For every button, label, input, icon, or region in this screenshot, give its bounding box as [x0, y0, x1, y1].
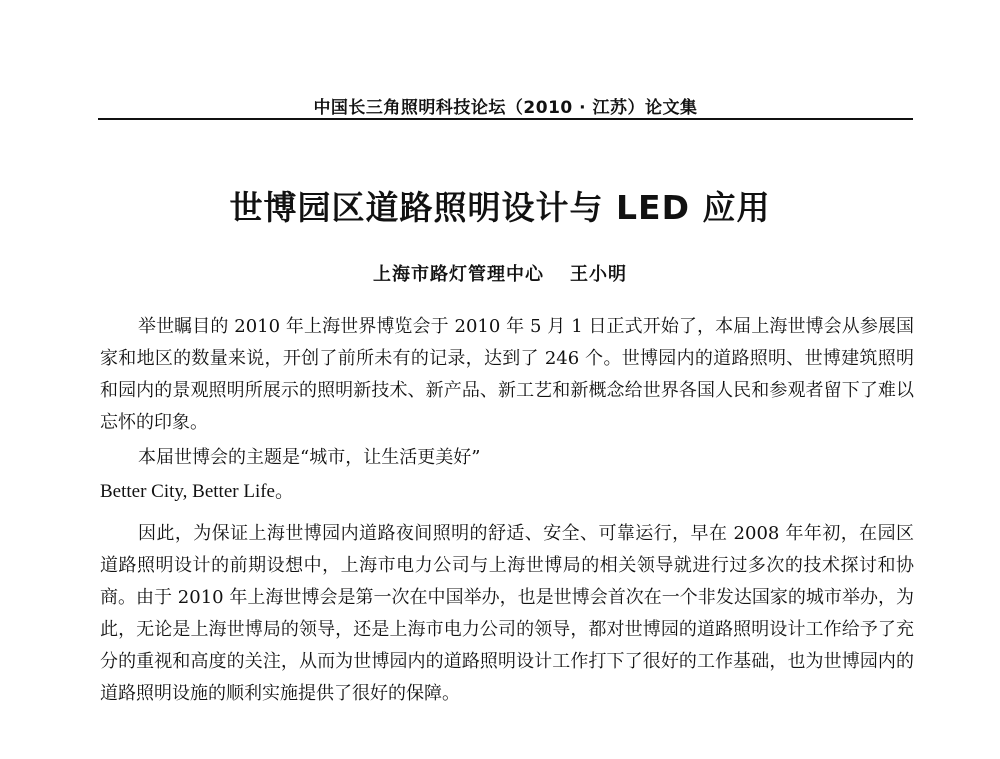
article-title: 世博园区道路照明设计与 LED 应用 [229, 188, 771, 227]
paragraph-3-slogan: Better City, Better Life。 [100, 481, 294, 502]
header-rule [98, 118, 913, 120]
author-name: 王小明 [570, 264, 627, 285]
affiliation: 上海市路灯管理中心 [373, 264, 544, 285]
paragraph-2: 本届世博会的主题是“城市，让生活更美好” [138, 447, 481, 468]
paragraph-4: 因此，为保证上海世博园内道路夜间照明的舒适、安全、可靠运行，早在 2008 年年初，在园区道路照明设计的前期设想中，上海市电力公司与上海世博局的相关领导就进行过多次的技术探讨和协商。由于 2010 年上海世博会是第一次在中国举办，也是世博会首次在一个非发达国家的城市举办，为此，无论是上海世博局的领导，还是上海市电力公司的领导，都对世博园的道路照明设计工作给予了充分的重视和高度的关注，从而为世博园内的道路照明设计工作打下了很好的工作基础，也为世博园内的道路照明设施的顺利实施提供了很好的保障。 [100, 523, 914, 704]
running-header: 中国长三角照明科技论坛（2010 · 江苏）论文集 [313, 98, 698, 118]
byline [0, 260, 1000, 286]
paragraph-1: 举世瞩目的 2010 年上海世界博览会于 2010 年 5 月 1 日正式开始了，本届上海世博会从参展国家和地区的数量来说，开创了前所未有的记录，达到了 246 个。世博园内的道路照明、世博建筑照明和园内的景观照明所展示的照明新技术、新产品、新工艺和新概念给世界各国人民和参观者留下了难以忘怀的印象。 [100, 316, 914, 433]
